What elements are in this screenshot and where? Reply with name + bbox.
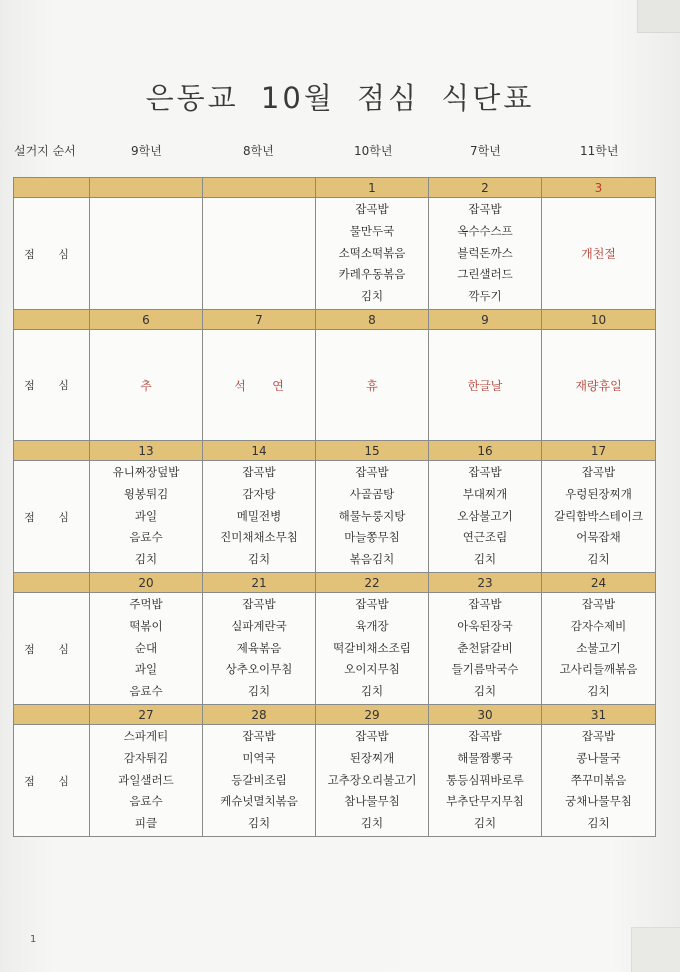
menu-item: 옥수수스프 bbox=[457, 223, 513, 238]
meal-label: 점 심 bbox=[14, 593, 90, 705]
date-cell: 8 bbox=[316, 310, 429, 330]
menu-item: 소불고기 bbox=[576, 640, 621, 655]
holiday-text: 추 bbox=[140, 378, 152, 393]
menu-item: 김치 bbox=[587, 684, 610, 699]
meal-row bbox=[14, 198, 656, 310]
menu-cell bbox=[316, 725, 429, 837]
meal-label: 점 심 bbox=[14, 461, 90, 573]
date-cell: 3 bbox=[542, 178, 656, 198]
date-cell: 28 bbox=[203, 705, 316, 725]
menu-item: 잡곡밥 bbox=[468, 465, 502, 479]
menu-item: 우렁된장찌개 bbox=[565, 486, 632, 501]
menu-item: 육개장 bbox=[355, 618, 389, 633]
menu-item: 감자튀김 bbox=[123, 750, 169, 765]
menu-item: 고사리들깨볶음 bbox=[559, 662, 638, 677]
date-cell: 6 bbox=[90, 310, 203, 330]
menu-cell bbox=[316, 330, 429, 441]
menu-cell bbox=[542, 198, 656, 310]
date-cell: 10 bbox=[542, 310, 656, 330]
menu-item: 감자수제비 bbox=[570, 618, 627, 633]
menu-cell bbox=[203, 330, 316, 441]
meal-row bbox=[14, 330, 656, 441]
date-row bbox=[14, 705, 656, 725]
menu-item: 케슈넛멸치볶음 bbox=[220, 794, 298, 809]
date-cell: 30 bbox=[429, 705, 542, 725]
date-row-corner bbox=[14, 705, 90, 725]
menu-item: 부대찌개 bbox=[462, 486, 508, 501]
menu-cell bbox=[90, 330, 203, 441]
date-cell: 24 bbox=[542, 573, 656, 593]
menu-item: 잡곡밥 bbox=[355, 202, 389, 216]
menu-item: 마늘쫑무침 bbox=[344, 530, 400, 545]
date-row-corner bbox=[14, 441, 90, 461]
menu-item: 갈릭함박스테이크 bbox=[554, 508, 643, 523]
date-cell: 9 bbox=[429, 310, 542, 330]
menu-item: 주먹밥 bbox=[129, 597, 163, 611]
menu-cell bbox=[542, 725, 656, 837]
date-row-corner bbox=[14, 573, 90, 593]
menu-item: 음료수 bbox=[129, 684, 163, 699]
menu-item: 부추단무지무침 bbox=[446, 794, 524, 809]
menu-item: 음료수 bbox=[129, 794, 163, 809]
tape-corner bbox=[637, 0, 680, 33]
menu-item: 잡곡밥 bbox=[581, 729, 616, 743]
menu-item: 카레우동볶음 bbox=[338, 267, 406, 282]
menu-item: 물만두국 bbox=[349, 223, 395, 238]
menu-cell bbox=[203, 725, 316, 837]
menu-item: 떡볶이 bbox=[129, 618, 163, 633]
menu-item: 피클 bbox=[134, 816, 158, 831]
menu-item: 김치 bbox=[473, 684, 497, 699]
holiday-text: 휴 bbox=[366, 378, 378, 393]
menu-item: 잡곡밥 bbox=[468, 729, 502, 743]
menu-item: 김치 bbox=[360, 684, 384, 699]
menu-cell bbox=[316, 461, 429, 573]
menu-cell bbox=[90, 593, 203, 705]
menu-cell bbox=[542, 593, 656, 705]
menu-item: 김치 bbox=[587, 816, 610, 831]
menu-item: 잡곡밥 bbox=[242, 465, 276, 479]
tape-corner bbox=[631, 927, 680, 972]
meal-label: 점 심 bbox=[14, 198, 90, 310]
class-header: 10학년 bbox=[354, 144, 393, 158]
menu-item: 스파게티 bbox=[123, 729, 169, 743]
date-cell: 31 bbox=[542, 705, 656, 725]
menu-item: 소떡소떡볶음 bbox=[338, 245, 406, 260]
menu-item: 잡곡밥 bbox=[468, 597, 502, 611]
menu-item: 어묵잡채 bbox=[576, 530, 621, 545]
date-cell: 14 bbox=[203, 441, 316, 461]
menu-item: 김치 bbox=[360, 289, 384, 304]
date-row bbox=[14, 441, 656, 461]
menu-item: 볶음김치 bbox=[349, 552, 395, 567]
menu-item: 블럭돈까스 bbox=[457, 245, 513, 260]
class-header: 11학년 bbox=[580, 144, 619, 158]
class-header: 7학년 bbox=[470, 144, 501, 158]
menu-cell bbox=[203, 593, 316, 705]
menu-cell bbox=[429, 461, 542, 573]
date-cell: 29 bbox=[316, 705, 429, 725]
date-cell: 20 bbox=[90, 573, 203, 593]
date-cell: 27 bbox=[90, 705, 203, 725]
date-cell: 13 bbox=[90, 441, 203, 461]
menu-item: 김치 bbox=[247, 816, 271, 831]
menu-item: 잡곡밥 bbox=[581, 597, 616, 611]
menu-item: 통등심꿔바로루 bbox=[446, 772, 524, 787]
meal-row bbox=[14, 461, 656, 573]
holiday-text: 개천절 bbox=[581, 247, 616, 261]
menu-item: 김치 bbox=[360, 816, 384, 831]
date-cell: 7 bbox=[203, 310, 316, 330]
menu-item: 김치 bbox=[473, 552, 497, 567]
date-cell: 15 bbox=[316, 441, 429, 461]
menu-cell bbox=[90, 461, 203, 573]
menu-item: 잡곡밥 bbox=[355, 729, 389, 743]
date-cell: 23 bbox=[429, 573, 542, 593]
date-cell: 21 bbox=[203, 573, 316, 593]
menu-item: 진미채채소무침 bbox=[220, 530, 298, 545]
page-mark: 1 bbox=[30, 934, 37, 945]
menu-item: 김치 bbox=[247, 552, 271, 567]
menu-cell bbox=[429, 593, 542, 705]
menu-item: 제육볶음 bbox=[236, 640, 282, 655]
date-cell: 16 bbox=[429, 441, 542, 461]
dishwashing-order-row bbox=[0, 142, 680, 162]
menu-item: 잡곡밥 bbox=[242, 597, 276, 611]
menu-item: 유니짜장덮밥 bbox=[112, 465, 180, 479]
menu-cell bbox=[429, 198, 542, 310]
menu-item: 그린샐러드 bbox=[457, 267, 513, 282]
menu-item: 춘천닭갈비 bbox=[457, 640, 513, 655]
menu-item: 궁채나물무침 bbox=[565, 794, 632, 809]
date-cell: 22 bbox=[316, 573, 429, 593]
menu-item: 아욱된장국 bbox=[457, 618, 513, 633]
meal-label: 점 심 bbox=[14, 330, 90, 441]
menu-item: 오삼불고기 bbox=[457, 508, 513, 523]
menu-item: 깍두기 bbox=[468, 289, 502, 304]
class-header: 8학년 bbox=[243, 144, 274, 158]
menu-cell bbox=[542, 461, 656, 573]
menu-item: 김치 bbox=[587, 552, 610, 567]
menu-item: 오이지무침 bbox=[344, 662, 400, 677]
menu-item: 잡곡밥 bbox=[468, 202, 502, 216]
date-cell bbox=[203, 178, 316, 198]
date-row bbox=[14, 178, 656, 198]
date-cell bbox=[90, 178, 203, 198]
date-cell: 2 bbox=[429, 178, 542, 198]
menu-item: 상추오이무침 bbox=[225, 662, 293, 677]
menu-item: 김치 bbox=[247, 684, 271, 699]
menu-item: 잡곡밥 bbox=[355, 465, 389, 479]
menu-item: 잡곡밥 bbox=[355, 597, 389, 611]
menu-item: 된장찌개 bbox=[349, 750, 395, 765]
lunch-menu-table bbox=[13, 177, 656, 837]
menu-item: 김치 bbox=[473, 816, 497, 831]
meal-row bbox=[14, 725, 656, 837]
menu-cell bbox=[203, 198, 316, 310]
meal-label: 점 심 bbox=[14, 725, 90, 837]
menu-item: 등갈비조림 bbox=[231, 772, 287, 787]
menu-item: 김치 bbox=[134, 552, 158, 567]
date-cell: 1 bbox=[316, 178, 429, 198]
date-row bbox=[14, 310, 656, 330]
holiday-text: 석 bbox=[234, 378, 246, 393]
menu-item: 콩나물국 bbox=[576, 750, 621, 765]
menu-item: 감자탕 bbox=[242, 486, 276, 501]
menu-item: 실파계란국 bbox=[231, 618, 287, 633]
menu-item: 과일 bbox=[134, 508, 158, 523]
date-row bbox=[14, 573, 656, 593]
menu-item: 잡곡밥 bbox=[581, 465, 616, 479]
menu-item: 과일샐러드 bbox=[118, 772, 174, 787]
holiday-text: 재량휴일 bbox=[575, 378, 622, 393]
menu-cell bbox=[316, 593, 429, 705]
menu-item: 윙봉튀김 bbox=[123, 486, 169, 501]
menu-item: 음료수 bbox=[129, 530, 163, 545]
menu-cell bbox=[429, 725, 542, 837]
menu-item: 쭈꾸미볶음 bbox=[570, 772, 627, 787]
menu-item: 들기름막국수 bbox=[451, 662, 519, 677]
date-cell: 17 bbox=[542, 441, 656, 461]
menu-item: 순대 bbox=[134, 640, 158, 655]
menu-cell bbox=[90, 725, 203, 837]
menu-item: 연근조림 bbox=[462, 530, 508, 545]
menu-item: 떡갈비채소조림 bbox=[333, 640, 411, 655]
meal-row bbox=[14, 593, 656, 705]
menu-cell bbox=[316, 198, 429, 310]
menu-item: 고추장오리불고기 bbox=[327, 772, 417, 787]
menu-item: 참나물무침 bbox=[344, 794, 400, 809]
date-row-corner bbox=[14, 310, 90, 330]
menu-item: 메밀전병 bbox=[236, 508, 282, 523]
menu-item: 해물짬뽕국 bbox=[457, 750, 513, 765]
menu-cell bbox=[203, 461, 316, 573]
menu-item: 해물누룽지탕 bbox=[338, 508, 406, 523]
menu-item: 잡곡밥 bbox=[242, 729, 276, 743]
menu-item: 사골곰탕 bbox=[349, 486, 395, 501]
holiday-text: 연 bbox=[272, 378, 284, 393]
class-header: 9학년 bbox=[131, 144, 162, 158]
date-row-corner bbox=[14, 178, 90, 198]
dishwashing-order-label: 설거지 순서 bbox=[14, 144, 76, 158]
menu-cell bbox=[429, 330, 542, 441]
menu-cell bbox=[90, 198, 203, 310]
menu-item: 과일 bbox=[134, 662, 158, 677]
holiday-text: 한글날 bbox=[467, 378, 503, 393]
menu-cell bbox=[542, 330, 656, 441]
page-title: 은동교 10월 점심 식단표 bbox=[145, 81, 535, 115]
menu-item: 미역국 bbox=[242, 750, 276, 765]
